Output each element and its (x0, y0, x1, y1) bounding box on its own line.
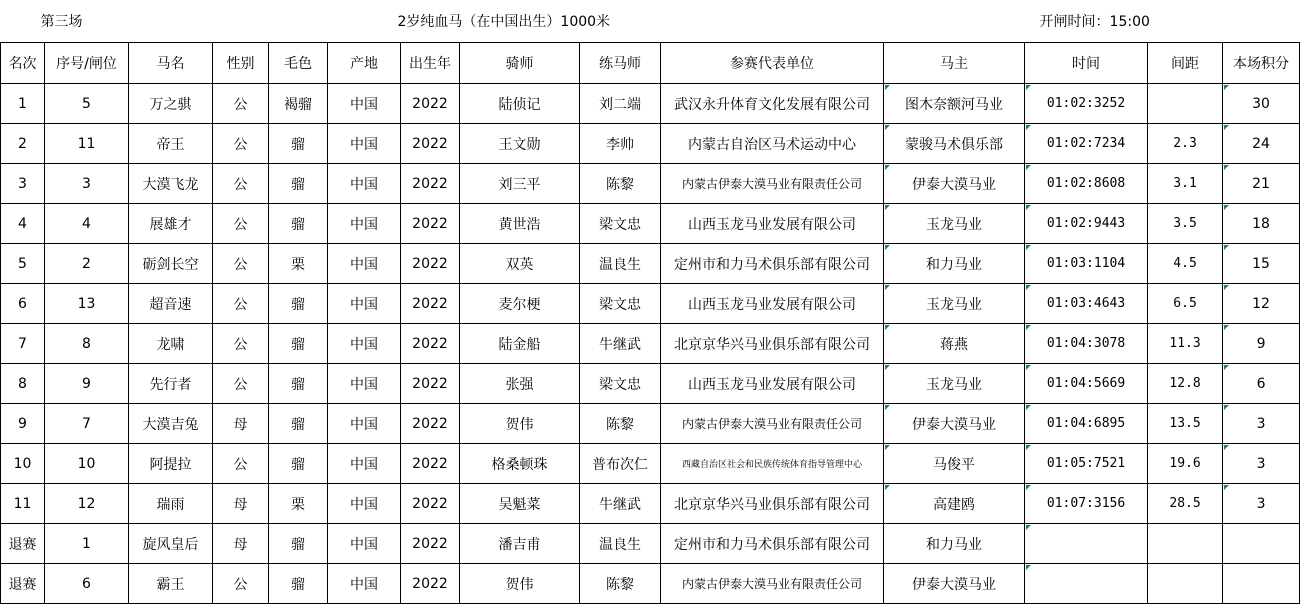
cell-unit: 山西玉龙马业发展有限公司 (661, 284, 884, 324)
cell-origin: 中国 (328, 444, 401, 484)
cell-number-gate: 13 (45, 284, 129, 324)
cell-jockey: 麦尔梗 (460, 284, 580, 324)
cell-trainer: 陈黎 (580, 564, 661, 604)
cell-birth-year: 2022 (401, 364, 460, 404)
cell-owner: 和力马业 (884, 244, 1025, 284)
cell-number-gate: 12 (45, 484, 129, 524)
cell-color: 骝 (269, 204, 328, 244)
cell-sex: 公 (213, 84, 269, 124)
race-title-row (1, 0, 1300, 43)
col-header-horse: 马名 (129, 43, 213, 84)
race-number: 第三场 (40, 14, 83, 30)
cell-jockey: 贺伟 (460, 404, 580, 444)
col-header-origin: 产地 (328, 43, 401, 84)
cell-color: 骝 (269, 164, 328, 204)
cell-trainer: 普布次仁 (580, 444, 661, 484)
table-row (1, 244, 1300, 284)
cell-number-gate: 7 (45, 404, 129, 444)
cell-horse: 帝王 (129, 124, 213, 164)
cell-birth-year: 2022 (401, 124, 460, 164)
cell-rank: 1 (1, 84, 45, 124)
cell-birth-year: 2022 (401, 244, 460, 284)
header-row (1, 43, 1300, 84)
cell-sex: 公 (213, 284, 269, 324)
cell-time: 01:02:7234 (1025, 124, 1148, 164)
cell-number-gate: 1 (45, 524, 129, 564)
cell-gap: 2.3 (1148, 124, 1223, 164)
cell-owner: 图木奈额河马业 (884, 84, 1025, 124)
cell-time: 01:05:7521 (1025, 444, 1148, 484)
cell-rank: 退赛 (1, 524, 45, 564)
cell-horse: 霸王 (129, 564, 213, 604)
cell-unit: 武汉永升体育文化发展有限公司 (661, 84, 884, 124)
cell-origin: 中国 (328, 324, 401, 364)
col-header-rank: 名次 (1, 43, 45, 84)
cell-color: 褐骝 (269, 84, 328, 124)
table-row (1, 124, 1300, 164)
cell-gap (1148, 524, 1223, 564)
cell-owner: 玉龙马业 (884, 204, 1025, 244)
cell-origin: 中国 (328, 84, 401, 124)
cell-rank: 6 (1, 284, 45, 324)
cell-time: 01:03:4643 (1025, 284, 1148, 324)
cell-time: 01:02:8608 (1025, 164, 1148, 204)
cell-gap: 28.5 (1148, 484, 1223, 524)
cell-jockey: 贺伟 (460, 564, 580, 604)
cell-rank: 8 (1, 364, 45, 404)
col-header-jockey: 骑师 (460, 43, 580, 84)
cell-points: 24 (1223, 124, 1300, 164)
cell-gap (1148, 84, 1223, 124)
cell-gap: 19.6 (1148, 444, 1223, 484)
cell-unit: 山西玉龙马业发展有限公司 (661, 204, 884, 244)
cell-trainer: 牛继武 (580, 324, 661, 364)
cell-gap: 3.1 (1148, 164, 1223, 204)
table-row (1, 524, 1300, 564)
cell-unit: 内蒙古伊泰大漠马业有限责任公司 (661, 164, 884, 204)
cell-trainer: 刘二端 (580, 84, 661, 124)
cell-horse: 旋风皇后 (129, 524, 213, 564)
cell-points: 3 (1223, 444, 1300, 484)
cell-birth-year: 2022 (401, 204, 460, 244)
cell-jockey: 王文勋 (460, 124, 580, 164)
col-header-points: 本场积分 (1223, 43, 1300, 84)
cell-color: 骝 (269, 284, 328, 324)
cell-sex: 公 (213, 564, 269, 604)
cell-jockey: 张强 (460, 364, 580, 404)
col-header-time: 时间 (1025, 43, 1148, 84)
col-header-color: 毛色 (269, 43, 328, 84)
cell-horse: 展雄才 (129, 204, 213, 244)
cell-color: 骝 (269, 324, 328, 364)
cell-color: 骝 (269, 564, 328, 604)
cell-sex: 母 (213, 524, 269, 564)
cell-rank: 9 (1, 404, 45, 444)
cell-horse: 超音速 (129, 284, 213, 324)
cell-unit: 定州市和力马术俱乐部有限公司 (661, 244, 884, 284)
cell-birth-year: 2022 (401, 284, 460, 324)
table-row (1, 204, 1300, 244)
cell-jockey: 格桑顿珠 (460, 444, 580, 484)
col-header-number-gate: 序号/闸位 (45, 43, 129, 84)
cell-horse: 大漠飞龙 (129, 164, 213, 204)
cell-horse: 大漠吉兔 (129, 404, 213, 444)
cell-unit: 内蒙古伊泰大漠马业有限责任公司 (661, 404, 884, 444)
cell-number-gate: 8 (45, 324, 129, 364)
cell-color: 骝 (269, 524, 328, 564)
cell-trainer: 梁文忠 (580, 204, 661, 244)
cell-birth-year: 2022 (401, 324, 460, 364)
cell-points: 21 (1223, 164, 1300, 204)
cell-gap: 3.5 (1148, 204, 1223, 244)
cell-sex: 公 (213, 124, 269, 164)
cell-color: 栗 (269, 484, 328, 524)
cell-rank: 3 (1, 164, 45, 204)
cell-sex: 公 (213, 164, 269, 204)
cell-trainer: 梁文忠 (580, 364, 661, 404)
cell-horse: 阿提拉 (129, 444, 213, 484)
cell-birth-year: 2022 (401, 404, 460, 444)
cell-time: 01:03:1104 (1025, 244, 1148, 284)
cell-color: 骝 (269, 124, 328, 164)
cell-time: 01:04:3078 (1025, 324, 1148, 364)
cell-origin: 中国 (328, 244, 401, 284)
cell-horse: 万之骐 (129, 84, 213, 124)
cell-points (1223, 524, 1300, 564)
cell-unit: 定州市和力马术俱乐部有限公司 (661, 524, 884, 564)
cell-rank: 2 (1, 124, 45, 164)
cell-origin: 中国 (328, 204, 401, 244)
cell-points (1223, 564, 1300, 604)
cell-gap: 11.3 (1148, 324, 1223, 364)
cell-trainer: 温良生 (580, 244, 661, 284)
cell-owner: 高建鸥 (884, 484, 1025, 524)
cell-owner: 马俊平 (884, 444, 1025, 484)
col-header-gap: 间距 (1148, 43, 1223, 84)
cell-trainer: 李帅 (580, 124, 661, 164)
cell-points: 15 (1223, 244, 1300, 284)
cell-trainer: 梁文忠 (580, 284, 661, 324)
cell-gap: 6.5 (1148, 284, 1223, 324)
cell-sex: 公 (213, 244, 269, 284)
cell-number-gate: 4 (45, 204, 129, 244)
cell-time (1025, 524, 1148, 564)
cell-time: 01:02:9443 (1025, 204, 1148, 244)
table-row (1, 284, 1300, 324)
cell-jockey: 陆侦记 (460, 84, 580, 124)
cell-owner: 伊泰大漠马业 (884, 164, 1025, 204)
cell-sex: 母 (213, 404, 269, 444)
cell-owner: 玉龙马业 (884, 364, 1025, 404)
cell-origin: 中国 (328, 484, 401, 524)
race-title: 2岁纯血马（在中国出生）1000米 (397, 14, 611, 30)
cell-points: 9 (1223, 324, 1300, 364)
cell-trainer: 陈黎 (580, 404, 661, 444)
cell-owner: 玉龙马业 (884, 284, 1025, 324)
table-row (1, 364, 1300, 404)
table-row (1, 444, 1300, 484)
table-row (1, 404, 1300, 444)
cell-jockey: 潘吉甫 (460, 524, 580, 564)
cell-rank: 5 (1, 244, 45, 284)
cell-unit: 内蒙古伊泰大漠马业有限责任公司 (661, 564, 884, 604)
cell-unit: 北京京华兴马业俱乐部有限公司 (661, 484, 884, 524)
cell-rank: 退赛 (1, 564, 45, 604)
cell-owner: 和力马业 (884, 524, 1025, 564)
cell-gap: 4.5 (1148, 244, 1223, 284)
table-row (1, 484, 1300, 524)
table-row (1, 324, 1300, 364)
cell-rank: 4 (1, 204, 45, 244)
cell-horse: 瑞雨 (129, 484, 213, 524)
cell-birth-year: 2022 (401, 164, 460, 204)
col-header-owner: 马主 (884, 43, 1025, 84)
cell-color: 栗 (269, 244, 328, 284)
cell-birth-year: 2022 (401, 444, 460, 484)
col-header-unit: 参赛代表单位 (661, 43, 884, 84)
cell-horse: 砺剑长空 (129, 244, 213, 284)
cell-unit: 山西玉龙马业发展有限公司 (661, 364, 884, 404)
cell-sex: 公 (213, 364, 269, 404)
cell-time: 01:07:3156 (1025, 484, 1148, 524)
cell-owner: 伊泰大漠马业 (884, 564, 1025, 604)
table-row (1, 564, 1300, 604)
cell-jockey: 陆金船 (460, 324, 580, 364)
cell-gap (1148, 564, 1223, 604)
cell-trainer: 温良生 (580, 524, 661, 564)
cell-points: 6 (1223, 364, 1300, 404)
cell-origin: 中国 (328, 404, 401, 444)
cell-number-gate: 2 (45, 244, 129, 284)
cell-origin: 中国 (328, 124, 401, 164)
cell-origin: 中国 (328, 164, 401, 204)
cell-sex: 公 (213, 204, 269, 244)
cell-sex: 母 (213, 484, 269, 524)
table-row (1, 84, 1300, 124)
cell-color: 骝 (269, 444, 328, 484)
cell-number-gate: 3 (45, 164, 129, 204)
cell-rank: 7 (1, 324, 45, 364)
cell-points: 30 (1223, 84, 1300, 124)
cell-horse: 龙啸 (129, 324, 213, 364)
cell-trainer: 牛继武 (580, 484, 661, 524)
col-header-trainer: 练马师 (580, 43, 661, 84)
cell-trainer: 陈黎 (580, 164, 661, 204)
cell-birth-year: 2022 (401, 484, 460, 524)
cell-number-gate: 9 (45, 364, 129, 404)
cell-color: 骝 (269, 404, 328, 444)
cell-points: 3 (1223, 404, 1300, 444)
cell-sex: 公 (213, 444, 269, 484)
cell-birth-year: 2022 (401, 84, 460, 124)
cell-rank: 11 (1, 484, 45, 524)
cell-jockey: 刘三平 (460, 164, 580, 204)
cell-number-gate: 10 (45, 444, 129, 484)
cell-rank: 10 (1, 444, 45, 484)
cell-owner: 伊泰大漠马业 (884, 404, 1025, 444)
cell-number-gate: 11 (45, 124, 129, 164)
cell-origin: 中国 (328, 364, 401, 404)
cell-points: 18 (1223, 204, 1300, 244)
cell-birth-year: 2022 (401, 524, 460, 564)
col-header-birth-year: 出生年 (401, 43, 460, 84)
cell-unit: 内蒙古自治区马术运动中心 (661, 124, 884, 164)
cell-color: 骝 (269, 364, 328, 404)
cell-unit: 西藏自治区社会和民族传统体育指导管理中心 (661, 444, 884, 484)
cell-time (1025, 564, 1148, 604)
cell-points: 3 (1223, 484, 1300, 524)
cell-gap: 12.8 (1148, 364, 1223, 404)
cell-jockey: 黄世浩 (460, 204, 580, 244)
cell-time: 01:04:5669 (1025, 364, 1148, 404)
cell-owner: 蒋燕 (884, 324, 1025, 364)
cell-jockey: 双英 (460, 244, 580, 284)
cell-birth-year: 2022 (401, 564, 460, 604)
cell-origin: 中国 (328, 564, 401, 604)
cell-time: 01:02:3252 (1025, 84, 1148, 124)
cell-owner: 蒙骏马术俱乐部 (884, 124, 1025, 164)
cell-jockey: 吴魁菜 (460, 484, 580, 524)
cell-number-gate: 5 (45, 84, 129, 124)
cell-unit: 北京京华兴马业俱乐部有限公司 (661, 324, 884, 364)
gate-time: 开闸时间：15:00 (1039, 14, 1150, 30)
cell-horse: 先行者 (129, 364, 213, 404)
table-row (1, 164, 1300, 204)
cell-time: 01:04:6895 (1025, 404, 1148, 444)
cell-origin: 中国 (328, 284, 401, 324)
cell-sex: 公 (213, 324, 269, 364)
cell-number-gate: 6 (45, 564, 129, 604)
cell-points: 12 (1223, 284, 1300, 324)
cell-origin: 中国 (328, 524, 401, 564)
cell-gap: 13.5 (1148, 404, 1223, 444)
col-header-sex: 性别 (213, 43, 269, 84)
